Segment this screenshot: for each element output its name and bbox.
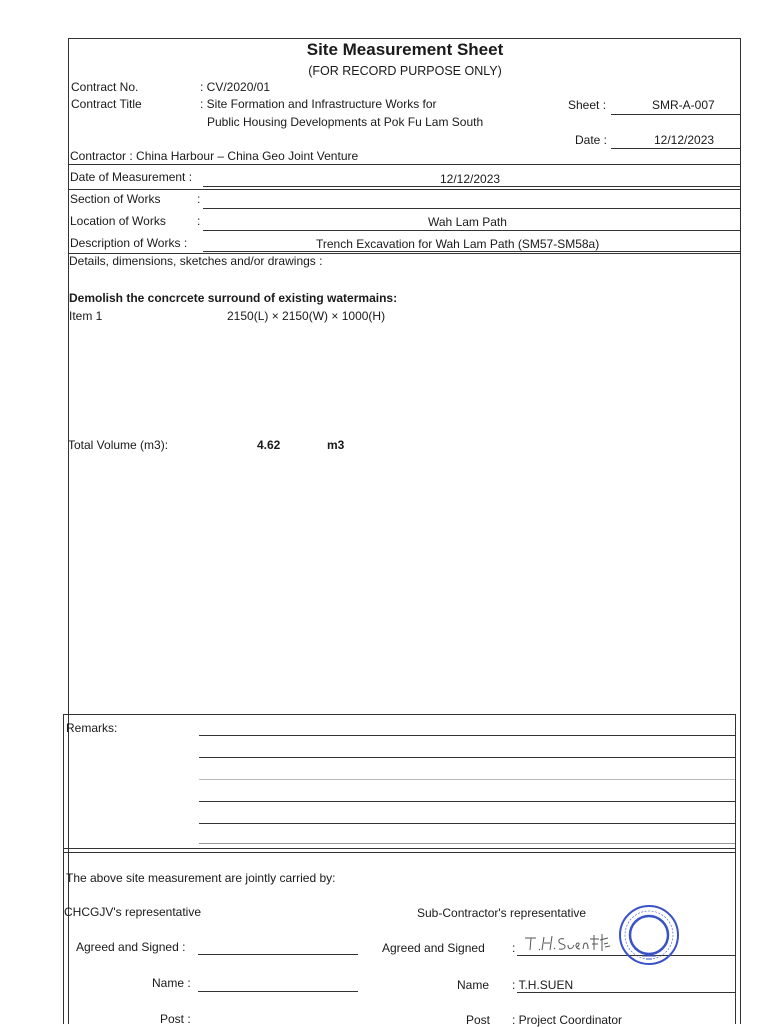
remarks-line-3	[199, 779, 735, 780]
remarks-label: Remarks:	[66, 721, 118, 735]
right-agreed-label: Agreed and Signed	[382, 941, 485, 955]
location-value: Wah Lam Path	[428, 215, 507, 229]
item-label: Item 1	[69, 309, 103, 323]
remarks-line-5	[199, 823, 735, 824]
sheet-underline	[611, 114, 740, 115]
page-title: Site Measurement Sheet	[306, 40, 504, 59]
right-name-value: : T.H.SUEN	[512, 978, 574, 992]
date-measurement-underline	[203, 186, 740, 187]
divider-remarks-top	[63, 714, 736, 715]
description-value: Trench Excavation for Wah Lam Path (SM57-SM58a)	[316, 237, 600, 251]
total-volume-value: 4.62	[257, 438, 281, 452]
sheet-value: SMR-A-007	[652, 98, 715, 112]
remarks-line-6	[199, 843, 735, 844]
location-colon: :	[197, 214, 201, 228]
page-subtitle: (FOR RECORD PURPOSE ONLY)	[308, 64, 502, 78]
details-label: Details, dimensions, sketches and/or drawings :	[69, 254, 323, 268]
right-name-label: Name	[457, 978, 490, 992]
divider-date-measurement	[68, 189, 741, 190]
remarks-line-1	[199, 735, 735, 736]
right-rep-title: Sub-Contractor's representative	[417, 906, 587, 920]
description-label: Description of Works :	[70, 236, 188, 250]
section-label: Section of Works	[70, 192, 161, 206]
left-name-label: Name :	[152, 976, 191, 990]
remarks-line-4	[199, 801, 735, 802]
divider-remarks-bottom-1	[63, 848, 736, 849]
description-underline	[203, 251, 740, 252]
contract-title-line1: : Site Formation and Infrastructure Works for	[200, 97, 437, 111]
details-heading: Demolish the concrcete surround of existing watermains:	[69, 291, 398, 305]
section-underline	[203, 208, 740, 209]
remarks-left-edge	[63, 714, 64, 1024]
remarks-right-edge	[735, 714, 736, 1024]
left-post-label: Post :	[160, 1012, 191, 1026]
contract-title-line2: Public Housing Developments at Pok Fu Lam South	[207, 115, 484, 129]
item-dimensions: 2150(L) × 2150(W) × 1000(H)	[227, 309, 386, 323]
left-agreed-line	[198, 954, 358, 955]
sheet-label: Sheet :	[568, 98, 607, 112]
contract-no-value: : CV/2020/01	[200, 80, 271, 94]
left-name-line	[198, 991, 358, 992]
section-colon: :	[197, 192, 201, 206]
location-underline	[203, 230, 740, 231]
total-volume-unit: m3	[327, 438, 345, 452]
right-post-label: Post	[466, 1013, 491, 1027]
contract-no-label: Contract No.	[71, 80, 139, 94]
signoff-intro: The above site measurement are jointly carried by:	[66, 871, 336, 885]
date-value: 12/12/2023	[654, 133, 715, 147]
company-stamp	[618, 904, 680, 966]
left-rep-title: CHCGJV's representative	[64, 905, 202, 919]
location-label: Location of Works	[70, 214, 166, 228]
right-name-line	[517, 992, 735, 993]
date-measurement-label: Date of Measurement :	[70, 170, 193, 184]
total-volume-label: Total Volume (m3):	[68, 438, 169, 452]
contract-title-label: Contract Title	[71, 97, 142, 111]
divider-contractor	[68, 164, 741, 165]
signature-image	[522, 930, 612, 956]
right-agreed-colon: :	[512, 941, 516, 955]
contractor-line: Contractor : China Harbour – China Geo Joint Venture	[70, 149, 359, 163]
date-label: Date :	[575, 133, 608, 147]
left-agreed-label: Agreed and Signed :	[76, 940, 186, 954]
date-underline	[611, 148, 740, 149]
divider-remarks-bottom-2	[63, 852, 736, 853]
date-measurement-value: 12/12/2023	[440, 172, 501, 186]
remarks-line-2	[199, 757, 735, 758]
right-post-value: : Project Coordinator	[512, 1013, 623, 1027]
